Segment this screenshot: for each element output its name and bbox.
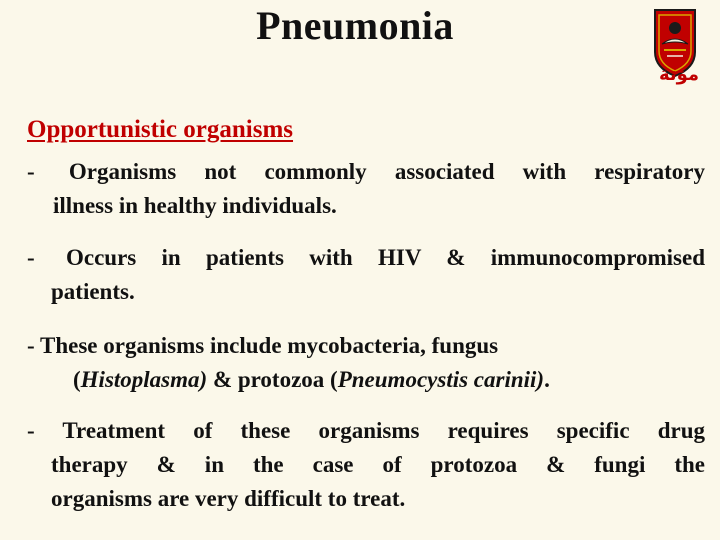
bullet-text: . [544, 367, 550, 392]
bullet-dash: - [27, 245, 35, 270]
bullet-text: & protozoa ( [207, 367, 338, 392]
bullet-line: therapy & in the case of protozoa & fungi the [51, 452, 705, 477]
bullet-text: Treatment of these organisms requires specific drug [62, 418, 705, 443]
organism-name: Histoplasma) [80, 367, 208, 392]
bullet-dash: - [27, 418, 35, 443]
logo-caption: مؤتة [658, 64, 700, 85]
bullet-line [27, 414, 705, 448]
bullet-text: These organisms include mycobacteria, fungus [40, 333, 499, 358]
bullet-item [27, 329, 705, 397]
bullet-text: ( [73, 367, 81, 392]
bullet-text: Occurs in patients with HIV & immunocompromised [65, 245, 706, 270]
bullet-text: Organisms not commonly associated with respiratory [68, 159, 705, 184]
organism-name: Pneumocystis carinii) [337, 367, 545, 392]
bullet-line [27, 329, 705, 363]
bullet-item [27, 155, 705, 223]
section-heading: Opportunistic organisms [27, 116, 294, 143]
bullet-line: illness in healthy individuals. [53, 193, 337, 218]
bullet-line [27, 241, 705, 275]
bullet-line [27, 363, 705, 397]
bullet-line: patients. [51, 279, 135, 304]
bullet-line: organisms are very difficult to treat. [51, 486, 406, 511]
bullet-dash: - [27, 159, 35, 184]
university-logo [640, 6, 718, 90]
bullet-item [27, 241, 705, 309]
bullet-line [27, 155, 705, 189]
bullet-item [27, 414, 705, 516]
bullet-dash: - [27, 333, 35, 358]
slide-title: Pneumonia [256, 3, 454, 48]
